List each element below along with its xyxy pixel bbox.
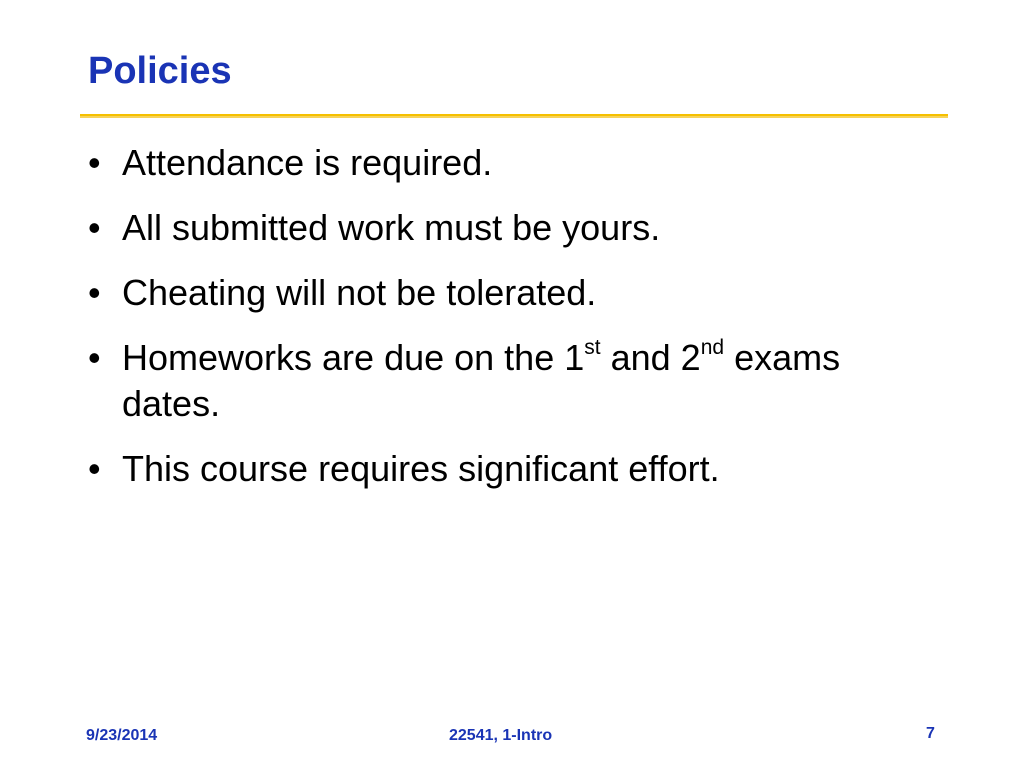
bullet-text: Cheating will not be tolerated. xyxy=(122,272,597,313)
bullet-item xyxy=(88,446,948,492)
slide-title: Policies xyxy=(88,50,232,92)
bullet-marker: • xyxy=(88,142,101,183)
footer-course: 22541, 1-Intro xyxy=(449,727,553,744)
title-divider xyxy=(80,114,948,118)
ordinal-suffix: nd xyxy=(700,336,725,359)
bullet-text-part: Homeworks are due on the 1 xyxy=(122,337,585,378)
bullet-marker: • xyxy=(88,448,101,489)
bullet-marker: • xyxy=(88,207,101,248)
bullet-item xyxy=(88,205,948,251)
bullet-text xyxy=(122,337,840,424)
footer-date: 9/23/2014 xyxy=(86,727,158,744)
bullet-text-part: and 2 xyxy=(600,337,701,378)
bullet-marker: • xyxy=(88,272,101,313)
bullet-text-part: exams dates. xyxy=(122,337,841,424)
bullet-text: Attendance is required. xyxy=(122,142,493,183)
ordinal-suffix: st xyxy=(584,336,601,359)
bullet-marker: • xyxy=(88,337,101,378)
bullet-item xyxy=(88,335,948,427)
bullet-item xyxy=(88,270,948,316)
footer-page-number: 7 xyxy=(926,725,935,742)
bullet-text: This course requires significant effort. xyxy=(122,448,720,489)
bullet-list xyxy=(88,140,948,511)
bullet-text: All submitted work must be yours. xyxy=(122,207,661,248)
bullet-item xyxy=(88,140,948,186)
